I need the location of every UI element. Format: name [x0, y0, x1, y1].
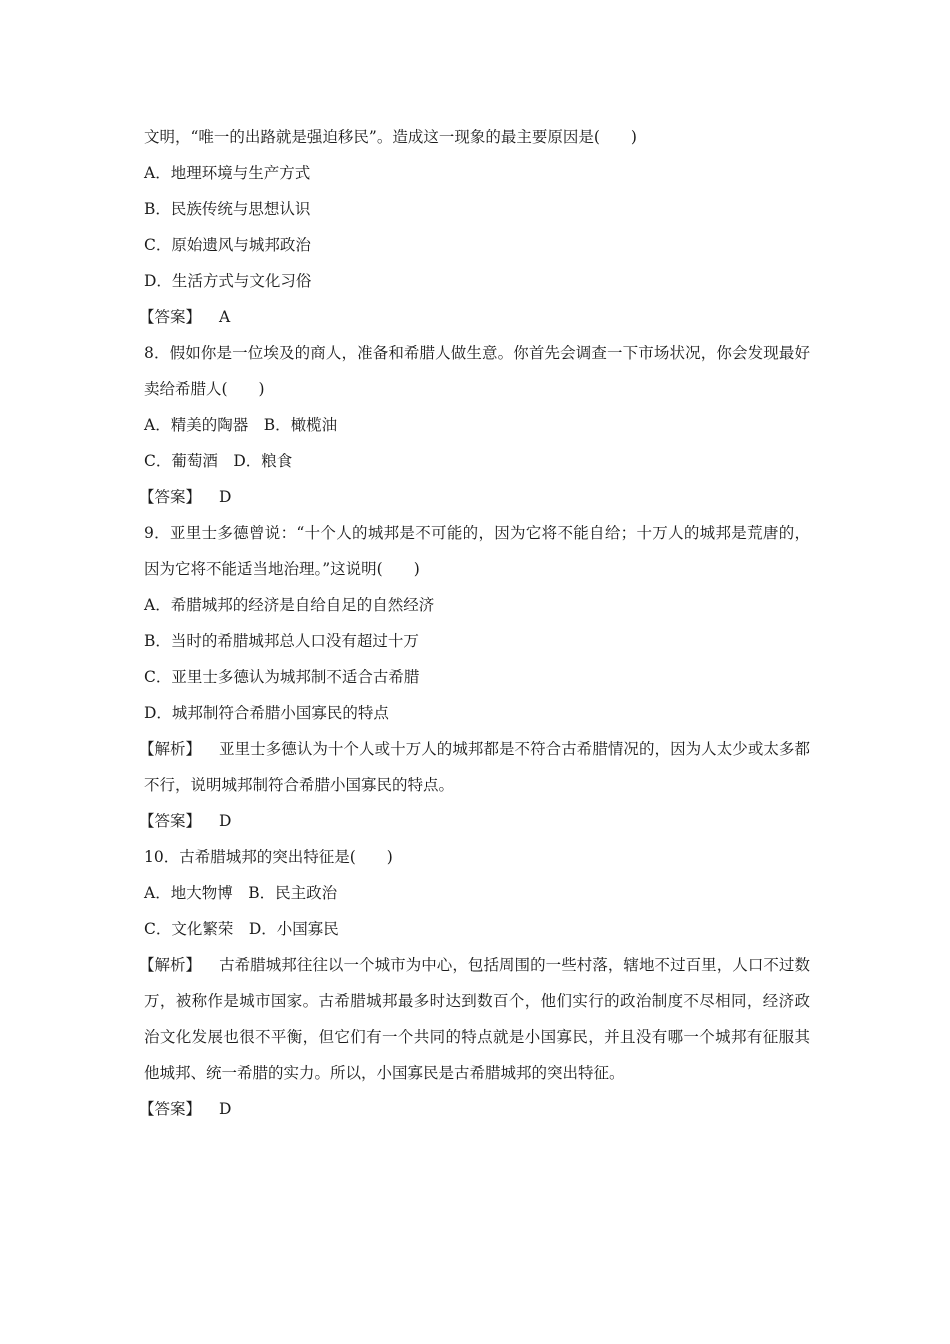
document-page [139, 119, 810, 1127]
q10-options-row-1: A．地大物博 B．民主政治 [144, 884, 338, 902]
q9-option-b: B．当时的希腊城邦总人口没有超过十万 [144, 632, 419, 650]
q8-answer-label: 【答案】 [139, 488, 202, 506]
q7-answer [139, 299, 810, 335]
q8-options-row-2: C．葡萄酒 D．粮食 [144, 452, 293, 470]
q7-option-c: C．原始遗风与城邦政治 [144, 236, 311, 254]
q10-answer [139, 1091, 810, 1127]
q10-answer-label: 【答案】 [139, 1100, 202, 1118]
q7-stem: 文明，“唯一的出路就是强迫移民”。造成这一现象的最主要原因是( ) [144, 128, 637, 146]
q8-answer-value: D [219, 488, 232, 506]
q10-stem: 10．古希腊城邦的突出特征是( ) [144, 848, 393, 866]
q7-option-b: B．民族传统与思想认识 [144, 200, 311, 218]
q10-options-row-2: C．文化繁荣 D．小国寡民 [144, 920, 339, 938]
q7-answer-label: 【答案】 [139, 308, 202, 326]
q9-answer [139, 803, 810, 839]
q9-analysis-label: 【解析】 [139, 740, 202, 758]
q8-stem: 8．假如你是一位埃及的商人，准备和希腊人做生意。你首先会调查一下市场状况，你会发现最好卖给希腊人( ) [144, 344, 810, 398]
q9-answer-value: D [219, 812, 232, 830]
q9-option-d: D．城邦制符合希腊小国寡民的特点 [144, 704, 389, 722]
q10-analysis-label: 【解析】 [139, 956, 202, 974]
q7-option-a: A．地理环境与生产方式 [144, 164, 311, 182]
q10-analysis [139, 947, 810, 1091]
q9-analysis [139, 731, 810, 803]
q9-option-c: C．亚里士多德认为城邦制不适合古希腊 [144, 668, 420, 686]
q9-answer-label: 【答案】 [139, 812, 202, 830]
q8-options-row-1: A．精美的陶器 B．橄榄油 [144, 416, 338, 434]
q9-analysis-text: 亚里士多德认为十个人或十万人的城邦都是不符合古希腊情况的，因为人太少或太多都不行，说明城邦制符合希腊小国寡民的特点。 [144, 740, 810, 794]
q8-answer [139, 479, 810, 515]
q7-answer-value: A [219, 308, 231, 326]
q9-option-a: A．希腊城邦的经济是自给自足的自然经济 [144, 596, 435, 614]
q7-option-d: D．生活方式与文化习俗 [144, 272, 312, 290]
q10-answer-value: D [219, 1100, 232, 1118]
q10-analysis-text: 古希腊城邦往往以一个城市为中心，包括周围的一些村落，辖地不过百里，人口不过数万，被称作是城市国家。古希腊城邦最多时达到数百个，他们实行的政治制度不尽相同，经济政治文化发展也很不平衡，但它们有一个共同的特点就是小国寡民，并且没有哪一个城邦有征服其他城邦、统一希腊的实力。所以，小国寡民是古希腊城邦的突出特征。 [144, 956, 810, 1082]
q9-stem: 9．亚里士多德曾说：“十个人的城邦是不可能的，因为它将不能自给；十万人的城邦是荒唐的，因为它将不能适当地治理。”这说明( ) [144, 524, 810, 578]
